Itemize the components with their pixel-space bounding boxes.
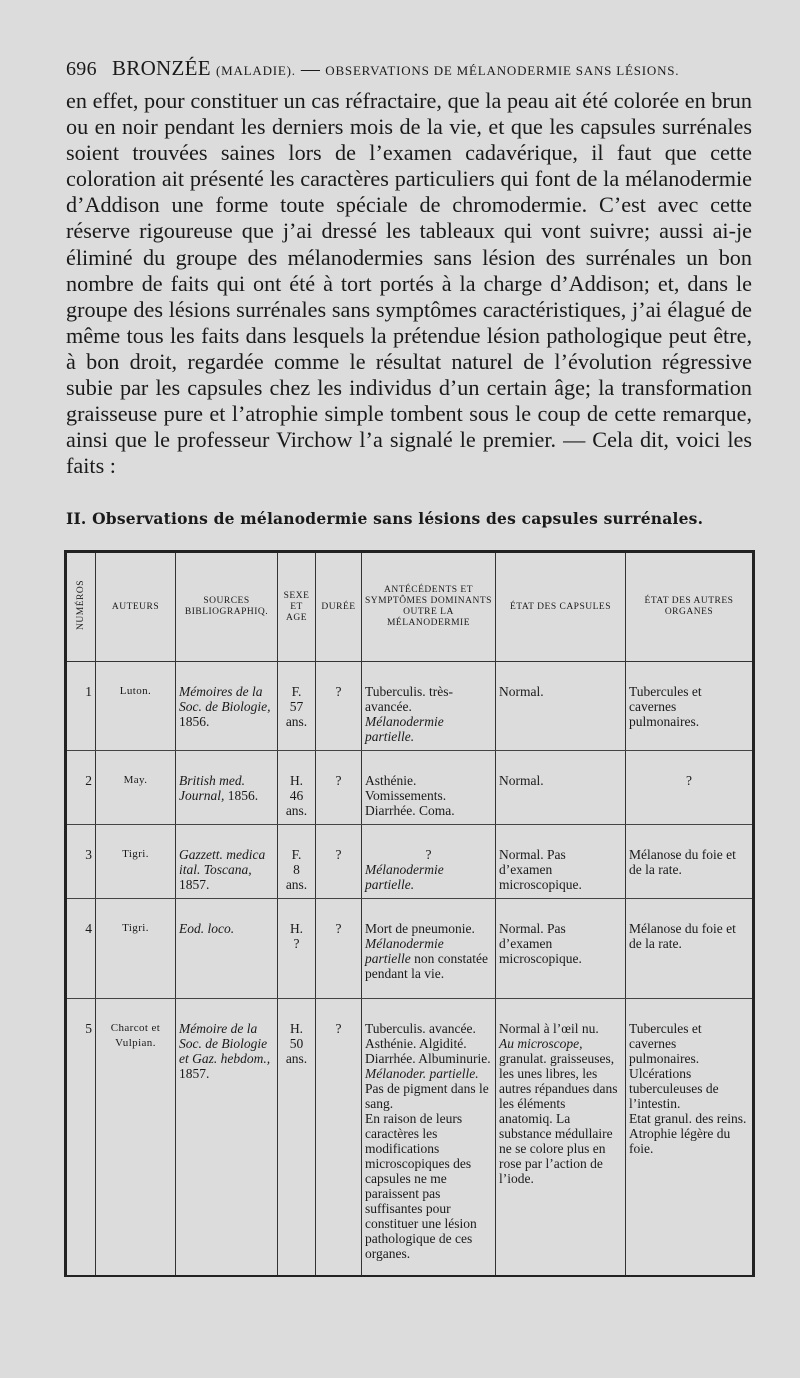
- cell-duree: ?: [316, 662, 362, 751]
- table-row: [66, 751, 754, 825]
- cell-sexe: H. ?: [278, 899, 316, 999]
- cell-duree: ?: [316, 825, 362, 899]
- running-header: [66, 56, 766, 81]
- cell-organes: Mélanose du foie et de la rate.: [626, 899, 754, 999]
- header-duree: DURÉE: [316, 552, 362, 662]
- body-paragraph: [66, 88, 752, 479]
- header-antecedents: ANTÉCÉDENTS ET SYMPTÔMES DOMINANTS OUTRE LA MÉLANODERMIE: [362, 552, 496, 662]
- cell-num: 1: [66, 662, 96, 751]
- header-dash: —: [300, 59, 321, 80]
- cell-num: 2: [66, 751, 96, 825]
- cell-sexe: H. 46 ans.: [278, 751, 316, 825]
- table-row: [66, 825, 754, 899]
- cell-duree: ?: [316, 751, 362, 825]
- table-row: [66, 899, 754, 999]
- cell-auteur: Tigri.: [96, 825, 176, 899]
- cell-auteur: Luton.: [96, 662, 176, 751]
- cell-capsules: Normal à l’œil nu. Au microscope, granulat. graisseuses, les unes libres, les autres répandues dans les éléments anatomiq. La substance médullaire ne se colore plus en rose par l’action de l’iode.: [496, 999, 626, 1276]
- cell-source: Mémoire de la Soc. de Biologie et Gaz. hebdom., 1857.: [176, 999, 278, 1276]
- cell-sexe: H. 50 ans.: [278, 999, 316, 1276]
- paragraph-text: en effet, pour constituer un cas réfractaire, que la peau ait été colorée en brun ou en noir pendant les derniers mois de la vie, et que les capsules surrénales soient trouvées saines lors de l’examen cadavérique, il faut que cette coloration ait présenté les caractères particuliers qui font de la mélanodermie d’Addison une forme toute spéciale de chromodermie. C’est avec cette réserve rigoureuse que j’ai dressé les tableaux qui vont suivre; aussi ai-je éliminé du groupe des mélanodermies sans lésion des surrénales un bon nombre de faits qui ont été à tort portés à la charge d’Addison; et, dans le groupe des lésions surrénales sans symptômes caractéristiques, j’ai élagué de même tous les faits dans lesquels la prétendue lésion pathologique peut être, à bon droit, regardée comme le résultat naturel de l’évolution régressive subie par les capsules chez les individus d’un certain âge; la transformation graisseuse pure et l’atrophie simple tombent sous le coup de cette remarque, ainsi que le professeur Virchow l’a signalé le premier. — Cela dit, voici les faits :: [66, 88, 752, 479]
- cell-organes: Tubercules et cavernes pulmonaires.: [626, 662, 754, 751]
- header-organes: ÉTAT DES AUTRES ORGANES: [626, 552, 754, 662]
- section-title: II. Observations de mélanodermie sans lésions des capsules surrénales.: [66, 509, 704, 528]
- header-sexe: SEXE ET AGE: [278, 552, 316, 662]
- cell-num: 4: [66, 899, 96, 999]
- cell-auteur: Charcot et Vulpian.: [96, 999, 176, 1276]
- table-header-row: [66, 552, 754, 662]
- cell-source: Eod. loco.: [176, 899, 278, 999]
- cell-capsules: Normal. Pas d’examen microscopique.: [496, 899, 626, 999]
- header-numeros: NUMÉROS: [66, 552, 96, 662]
- cell-organes: Mélanose du foie et de la rate.: [626, 825, 754, 899]
- header-word: BRONZÉE: [111, 56, 211, 80]
- header-sources: SOURCES BIBLIOGRAPHIQ.: [176, 552, 278, 662]
- cell-sexe: F. 8 ans.: [278, 825, 316, 899]
- cell-antecedents: Mort de pneumonie. Mélanodermie partielle non constatée pendant la vie.: [362, 899, 496, 999]
- observations-table: [64, 550, 755, 1277]
- header-capsules: ÉTAT DES CAPSULES: [496, 552, 626, 662]
- cell-organes: Tubercules et cavernes pulmonaires. Ulcérations tuberculeuses de l’intestin. Etat granul. des reins. Atrophie légère du foie.: [626, 999, 754, 1276]
- cell-auteur: Tigri.: [96, 899, 176, 999]
- cell-capsules: Normal. Pas d’examen microscopique.: [496, 825, 626, 899]
- page-number: 696: [66, 58, 97, 80]
- header-qualifier: (MALADIE).: [215, 63, 296, 78]
- cell-num: 3: [66, 825, 96, 899]
- cell-antecedents: ? Mélanodermie partielle.: [362, 825, 496, 899]
- cell-duree: ?: [316, 999, 362, 1276]
- cell-source: Gazzett. medica ital. Toscana, 1857.: [176, 825, 278, 899]
- cell-auteur: May.: [96, 751, 176, 825]
- cell-capsules: Normal.: [496, 751, 626, 825]
- header-running-title: OBSERVATIONS DE MÉLANODERMIE SANS LÉSIONS.: [325, 63, 680, 78]
- cell-duree: ?: [316, 899, 362, 999]
- cell-source: Mémoires de la Soc. de Biologie, 1856.: [176, 662, 278, 751]
- table-row: [66, 662, 754, 751]
- cell-capsules: Normal.: [496, 662, 626, 751]
- cell-organes: ?: [626, 751, 754, 825]
- header-auteurs: AUTEURS: [96, 552, 176, 662]
- cell-source: British med. Journal, 1856.: [176, 751, 278, 825]
- cell-sexe: F. 57 ans.: [278, 662, 316, 751]
- cell-antecedents: Tuberculis. très-avancée. Mélanodermie partielle.: [362, 662, 496, 751]
- table-row: [66, 999, 754, 1276]
- cell-antecedents: Tuberculis. avancée. Asthénie. Algidité. Diarrhée. Albuminurie. Mélanoder. partielle. Pas de pigment dans le sang. En raison de leurs caractères les modifications microscopiques des capsules ne me paraissent pas suffisantes pour constituer une lésion pathologique de ces organes.: [362, 999, 496, 1276]
- cell-num: 5: [66, 999, 96, 1276]
- cell-antecedents: Asthénie. Vomissements. Diarrhée. Coma.: [362, 751, 496, 825]
